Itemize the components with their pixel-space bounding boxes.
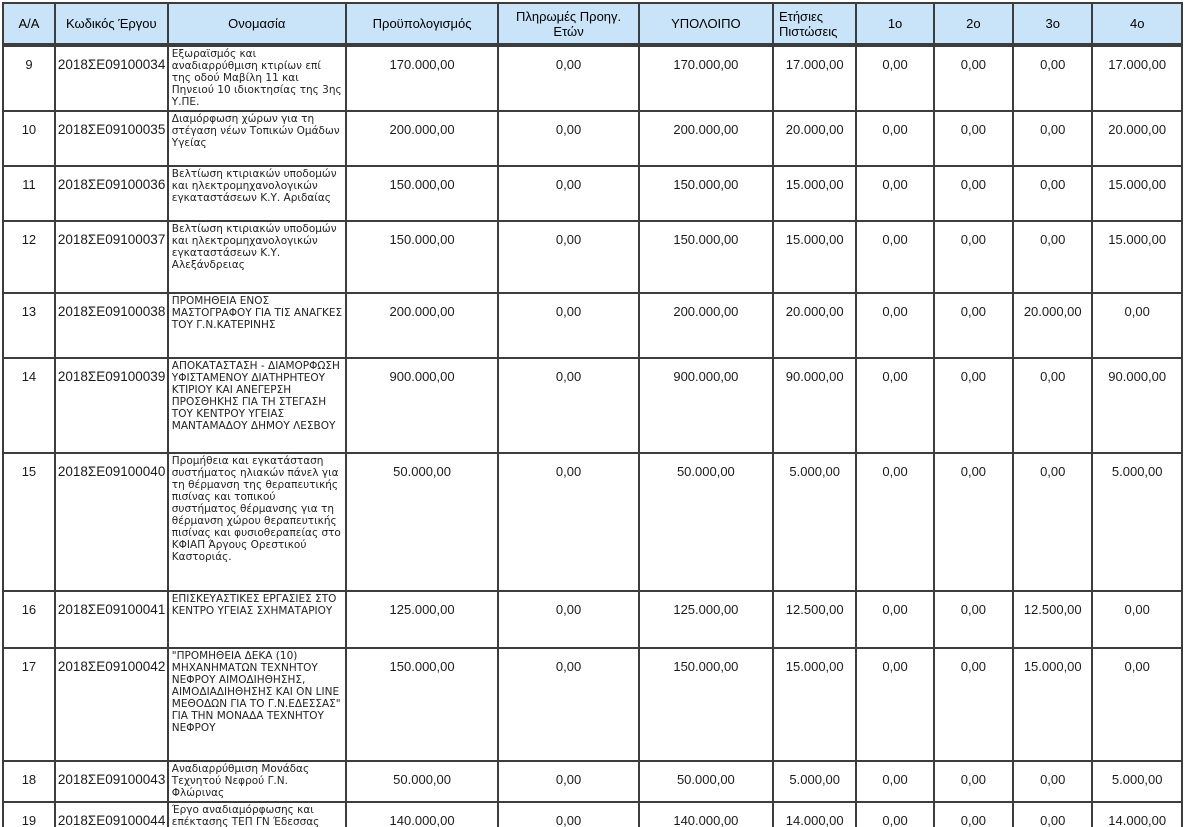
cell-balance: 150.000,00 — [639, 648, 773, 761]
cell-balance: 125.000,00 — [639, 591, 773, 648]
column-header-budget: Προϋπολογισμός — [346, 3, 499, 45]
cell-balance: 50.000,00 — [639, 453, 773, 591]
cell-q2: 0,00 — [934, 45, 1013, 111]
cell-q3: 0,00 — [1013, 802, 1092, 827]
cell-budget: 200.000,00 — [346, 111, 499, 166]
cell-annual: 14.000,00 — [773, 802, 856, 827]
cell-code: 2018ΣΕ09100044 — [55, 802, 168, 827]
cell-q1: 0,00 — [856, 45, 933, 111]
table-row — [3, 293, 1182, 358]
cell-q3: 12.500,00 — [1013, 591, 1092, 648]
cell-q2: 0,00 — [934, 166, 1013, 221]
cell-name: ΑΠΟΚΑΤΑΣΤΑΣΗ - ΔΙΑΜΟΡΦΩΣΗ ΥΦΙΣΤΑΜΕΝΟΥ ΔΙΑΤΗΡΗΤΕΟΥ ΚΤΙΡΙΟΥ ΚΑΙ ΑΝΕΓΕΡΣΗ ΠΡΟΣΘΗΚΗΣ ΓΙΑ ΤΗ ΣΤΕΓΑΣΗ ΤΟΥ ΚΕΝΤΡΟΥ ΥΓΕΙΑΣ ΜΑΝΤΑΜΑΔΟΥ ΔΗΜΟΥ ΛΕΣΒΟΥ — [168, 358, 346, 453]
cell-q1: 0,00 — [856, 761, 933, 802]
cell-q1: 0,00 — [856, 358, 933, 453]
cell-budget: 150.000,00 — [346, 648, 499, 761]
cell-q1: 0,00 — [856, 648, 933, 761]
cell-q4: 0,00 — [1092, 648, 1182, 761]
cell-q2: 0,00 — [934, 453, 1013, 591]
cell-name: Εξωραϊσμός και αναδιαρρύθμιση κτιρίων επί της οδού Μαβίλη 11 και Πηνειού 10 ιδιοκτησίας της 3ης Υ.ΠΕ. — [168, 45, 346, 111]
cell-name: ΕΠΙΣΚΕΥΑΣΤΙΚΕΣ ΕΡΓΑΣΙΕΣ ΣΤΟ ΚΕΝΤΡΟ ΥΓΕΙΑΣ ΣΧΗΜΑΤΑΡΙΟΥ — [168, 591, 346, 648]
cell-aa: 12 — [3, 221, 55, 293]
cell-q3: 15.000,00 — [1013, 648, 1092, 761]
cell-budget: 140.000,00 — [346, 802, 499, 827]
cell-aa: 18 — [3, 761, 55, 802]
cell-q3: 0,00 — [1013, 166, 1092, 221]
cell-q4: 15.000,00 — [1092, 166, 1182, 221]
table-row — [3, 591, 1182, 648]
cell-prev: 0,00 — [498, 648, 638, 761]
cell-q4: 20.000,00 — [1092, 111, 1182, 166]
column-header-q4: 4ο — [1092, 3, 1182, 45]
cell-q2: 0,00 — [934, 221, 1013, 293]
cell-q3: 20.000,00 — [1013, 293, 1092, 358]
cell-annual: 17.000,00 — [773, 45, 856, 111]
cell-code: 2018ΣΕ09100037 — [55, 221, 168, 293]
table-row — [3, 453, 1182, 591]
cell-q4: 5.000,00 — [1092, 453, 1182, 591]
cell-q1: 0,00 — [856, 293, 933, 358]
cell-annual: 20.000,00 — [773, 293, 856, 358]
cell-annual: 5.000,00 — [773, 453, 856, 591]
cell-prev: 0,00 — [498, 166, 638, 221]
cell-q3: 0,00 — [1013, 358, 1092, 453]
cell-name: Προμήθεια και εγκατάσταση συστήματος ηλιακών πάνελ για τη θέρμανση της θεραπευτικής πισίνας και τοπικού συστήματος θέρμανσης για τη θέρμανση χώρου θεραπευτικής πισίνας και φυσιοθεραπείας στο ΚΦΙΑΠ Άργους Ορεστικού Καστοριάς. — [168, 453, 346, 591]
cell-annual: 15.000,00 — [773, 166, 856, 221]
cell-q1: 0,00 — [856, 591, 933, 648]
column-header-balance: ΥΠΟΛΟΙΠΟ — [639, 3, 773, 45]
cell-balance: 170.000,00 — [639, 45, 773, 111]
cell-annual: 20.000,00 — [773, 111, 856, 166]
column-header-q1: 1ο — [856, 3, 933, 45]
cell-q4: 0,00 — [1092, 293, 1182, 358]
cell-code: 2018ΣΕ09100038 — [55, 293, 168, 358]
column-header-name: Ονομασία — [168, 3, 346, 45]
table-row — [3, 761, 1182, 802]
cell-budget: 125.000,00 — [346, 591, 499, 648]
cell-annual: 12.500,00 — [773, 591, 856, 648]
cell-balance: 900.000,00 — [639, 358, 773, 453]
cell-code: 2018ΣΕ09100043 — [55, 761, 168, 802]
cell-aa: 10 — [3, 111, 55, 166]
cell-code: 2018ΣΕ09100036 — [55, 166, 168, 221]
cell-q2: 0,00 — [934, 591, 1013, 648]
cell-annual: 90.000,00 — [773, 358, 856, 453]
cell-budget: 150.000,00 — [346, 221, 499, 293]
cell-q3: 0,00 — [1013, 111, 1092, 166]
cell-code: 2018ΣΕ09100034 — [55, 45, 168, 111]
cell-name: Έργο αναδιαμόρφωσης και επέκτασης ΤΕΠ ΓΝ Έδεσσας — [168, 802, 346, 827]
cell-balance: 50.000,00 — [639, 761, 773, 802]
cell-q3: 0,00 — [1013, 453, 1092, 591]
cell-name: "ΠΡΟΜΗΘΕΙΑ ΔΕΚΑ (10) ΜΗΧΑΝΗΜΑΤΩΝ ΤΕΧΝΗΤΟΥ ΝΕΦΡΟΥ ΑΙΜΟΔΙΗΘΗΣΗΣ, ΑΙΜΟΔΙΑΔΙΗΘΗΣΗΣ ΚΑΙ ΟΝ LINE ΜΕΘΟΔΩΝ ΓΙΑ ΤΟ Γ.Ν.ΕΔΕΣΣΑΣ" ΓΙΑ ΤΗΝ ΜΟΝΑΔΑ ΤΕΧΝΗΤΟΥ ΝΕΦΡΟΥ — [168, 648, 346, 761]
cell-aa: 9 — [3, 45, 55, 111]
cell-code: 2018ΣΕ09100035 — [55, 111, 168, 166]
table-row — [3, 111, 1182, 166]
table-row — [3, 648, 1182, 761]
cell-prev: 0,00 — [498, 221, 638, 293]
cell-name: Διαμόρφωση χώρων για τη στέγαση νέων Τοπικών Ομάδων Υγείας — [168, 111, 346, 166]
cell-q4: 90.000,00 — [1092, 358, 1182, 453]
cell-annual: 5.000,00 — [773, 761, 856, 802]
cell-q1: 0,00 — [856, 166, 933, 221]
cell-q4: 17.000,00 — [1092, 45, 1182, 111]
cell-annual: 15.000,00 — [773, 648, 856, 761]
cell-q1: 0,00 — [856, 802, 933, 827]
cell-budget: 900.000,00 — [346, 358, 499, 453]
cell-q3: 0,00 — [1013, 45, 1092, 111]
cell-aa: 17 — [3, 648, 55, 761]
cell-balance: 200.000,00 — [639, 111, 773, 166]
cell-annual: 15.000,00 — [773, 221, 856, 293]
cell-budget: 170.000,00 — [346, 45, 499, 111]
cell-q1: 0,00 — [856, 221, 933, 293]
cell-balance: 150.000,00 — [639, 166, 773, 221]
cell-q2: 0,00 — [934, 648, 1013, 761]
cell-q2: 0,00 — [934, 761, 1013, 802]
cell-balance: 150.000,00 — [639, 221, 773, 293]
column-header-aa: Α/Α — [3, 3, 55, 45]
column-header-q2: 2ο — [934, 3, 1013, 45]
cell-aa: 15 — [3, 453, 55, 591]
column-header-prev: Πληρωμές Προηγ. Ετών — [498, 3, 638, 45]
budget-table — [2, 2, 1183, 827]
cell-q2: 0,00 — [934, 111, 1013, 166]
cell-q1: 0,00 — [856, 453, 933, 591]
cell-prev: 0,00 — [498, 802, 638, 827]
cell-q4: 5.000,00 — [1092, 761, 1182, 802]
cell-name: ΠΡΟΜΗΘΕΙΑ ΕΝΟΣ ΜΑΣΤΟΓΡΑΦΟΥ ΓΙΑ ΤΙΣ ΑΝΑΓΚΕΣ ΤΟΥ Γ.Ν.ΚΑΤΕΡΙΝΗΣ — [168, 293, 346, 358]
cell-q2: 0,00 — [934, 802, 1013, 827]
cell-prev: 0,00 — [498, 293, 638, 358]
column-header-q3: 3ο — [1013, 3, 1092, 45]
cell-budget: 50.000,00 — [346, 761, 499, 802]
cell-aa: 14 — [3, 358, 55, 453]
cell-q2: 0,00 — [934, 293, 1013, 358]
cell-code: 2018ΣΕ09100039 — [55, 358, 168, 453]
cell-q4: 15.000,00 — [1092, 221, 1182, 293]
cell-q3: 0,00 — [1013, 761, 1092, 802]
cell-aa: 13 — [3, 293, 55, 358]
cell-prev: 0,00 — [498, 45, 638, 111]
cell-prev: 0,00 — [498, 761, 638, 802]
cell-balance: 140.000,00 — [639, 802, 773, 827]
column-header-annual: Ετήσιες Πιστώσεις — [773, 3, 856, 45]
cell-q2: 0,00 — [934, 358, 1013, 453]
column-header-code: Κωδικός Έργου — [55, 3, 168, 45]
cell-name: Βελτίωση κτιριακών υποδομών και ηλεκτρομηχανολογικών εγκαταστάσεων Κ.Υ. Αλεξάνδρειας — [168, 221, 346, 293]
table-row — [3, 802, 1182, 827]
cell-aa: 16 — [3, 591, 55, 648]
cell-budget: 50.000,00 — [346, 453, 499, 591]
cell-prev: 0,00 — [498, 591, 638, 648]
table-header-row — [3, 3, 1182, 45]
table-row — [3, 166, 1182, 221]
cell-prev: 0,00 — [498, 111, 638, 166]
cell-q3: 0,00 — [1013, 221, 1092, 293]
cell-budget: 150.000,00 — [346, 166, 499, 221]
cell-prev: 0,00 — [498, 358, 638, 453]
cell-q1: 0,00 — [856, 111, 933, 166]
cell-code: 2018ΣΕ09100040 — [55, 453, 168, 591]
table-row — [3, 45, 1182, 111]
cell-q4: 14.000,00 — [1092, 802, 1182, 827]
cell-balance: 200.000,00 — [639, 293, 773, 358]
cell-name: Αναδιαρρύθμιση Μονάδας Τεχνητού Νεφρού Γ.Ν. Φλώρινας — [168, 761, 346, 802]
table-row — [3, 221, 1182, 293]
cell-name: Βελτίωση κτιριακών υποδομών και ηλεκτρομηχανολογικών εγκαταστάσεων Κ.Υ. Αριδαίας — [168, 166, 346, 221]
cell-aa: 11 — [3, 166, 55, 221]
cell-code: 2018ΣΕ09100042 — [55, 648, 168, 761]
table-row — [3, 358, 1182, 453]
cell-q4: 0,00 — [1092, 591, 1182, 648]
cell-aa: 19 — [3, 802, 55, 827]
cell-code: 2018ΣΕ09100041 — [55, 591, 168, 648]
cell-prev: 0,00 — [498, 453, 638, 591]
cell-budget: 200.000,00 — [346, 293, 499, 358]
